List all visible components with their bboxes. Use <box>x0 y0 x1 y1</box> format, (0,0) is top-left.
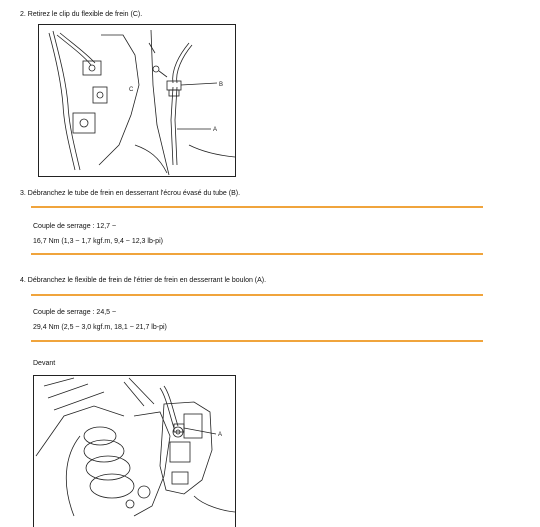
torque-note-1-line2: 16,7 Nm (1,3 ~ 1,7 kgf.m, 9,4 ~ 12,3 lb-pi) <box>33 238 163 245</box>
label-c: C <box>129 87 134 93</box>
note-rule-bottom <box>31 340 483 342</box>
note-rule-top <box>31 206 483 208</box>
figure-brake-hose-clip <box>38 24 236 177</box>
figure-caliper-bolt <box>33 375 236 527</box>
figure-caption: Devant <box>33 360 56 367</box>
note-rule-top <box>31 294 483 296</box>
caliper-bolt-illustration <box>34 376 235 527</box>
step-3-text: 3. Débranchez le tube de frein en desserrant l'écrou évasé du tube (B). <box>20 190 241 197</box>
brake-hose-clip-illustration <box>39 25 235 176</box>
torque-note-1-line1: Couple de serrage : 12,7 ~ <box>33 223 117 230</box>
label-a: A <box>218 432 223 438</box>
label-a: A <box>213 127 218 133</box>
note-rule-bottom <box>31 253 483 255</box>
label-b: B <box>219 82 224 88</box>
step-2-text: 2. Retirez le clip du flexible de frein (C). <box>20 11 143 18</box>
torque-note-2-line2: 29,4 Nm (2,5 ~ 3,0 kgf.m, 18,1 ~ 21,7 lb-pi) <box>33 324 167 331</box>
step-4-text: 4. Débranchez le flexible de frein de l'étrier de frein en desserrant le boulon (A). <box>20 277 267 284</box>
torque-note-2-line1: Couple de serrage : 24,5 ~ <box>33 309 117 316</box>
